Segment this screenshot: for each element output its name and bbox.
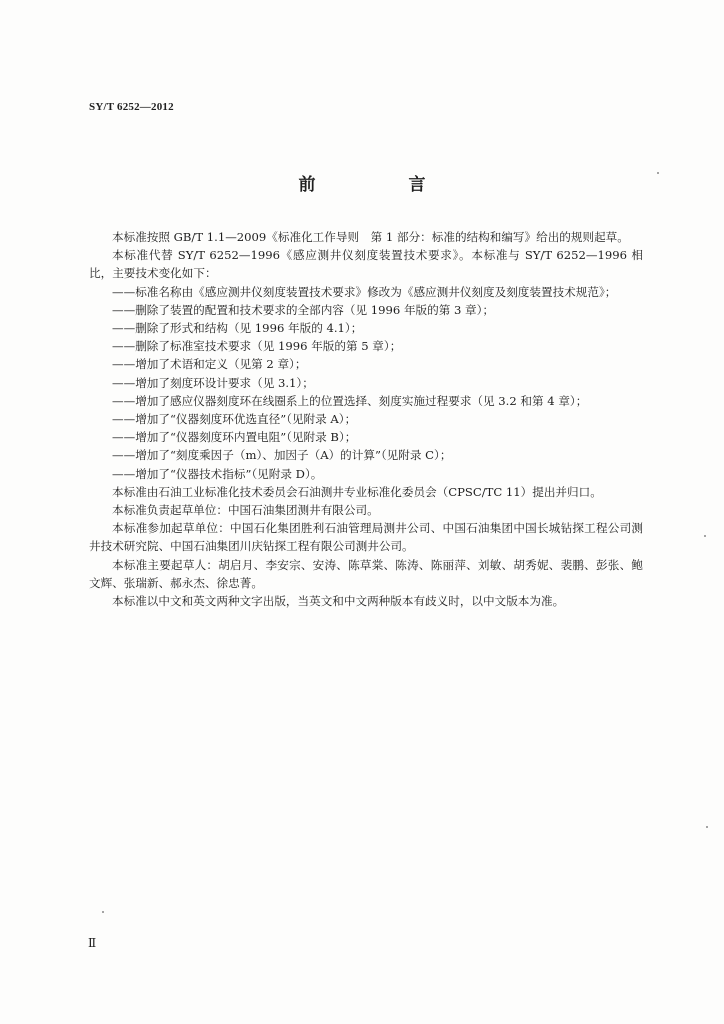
change-item: ——增加了“刻度乘因子（m）、加因子（A）的计算”（见附录 C）； [112, 448, 452, 463]
scan-speck [706, 826, 708, 828]
change-item: ——增加了“仪器刻度环内置电阻”（见附录 B）； [112, 430, 357, 445]
standard-number: SY/T 6252—2012 [89, 101, 174, 113]
page-title: 前 言 [298, 175, 464, 195]
paragraph-language-note: 本标准以中文和英文两种文字出版，当英文和中文两种版本有歧义时，以中文版本为准。 [112, 594, 565, 609]
page-number: Ⅱ [88, 936, 97, 950]
paragraph-participating-drafters: 本标准参加起草单位：中国石化集团胜利石油管理局测井公司、中国石油集团中国长城钻探工程公司测井技术研究院、中国石油集团川庆钻探工程有限公司测井公司。 [89, 521, 643, 554]
change-item: ——增加了“仪器刻度环优选直径”（见附录 A）； [112, 412, 357, 427]
paragraph-main-drafters: 本标准主要起草人：胡启月、李安宗、安涛、陈草棠、陈涛、陈丽萍、刘敏、胡秀妮、裴鹏、彭张、鲍文辉、张瑞新、郝永杰、徐忠菁。 [89, 557, 643, 590]
paragraph-lead-drafter: 本标准负责起草单位：中国石油集团测井有限公司。 [112, 503, 379, 518]
change-item: ——增加了感应仪器刻度环在线圈系上的位置选择、刻度实施过程要求（见 3.2 和第 4 章）； [112, 393, 588, 408]
paragraph-proposer: 本标准由石油工业标准化技术委员会石油测井专业标准化委员会（CPSC/TC 11）提出并归口。 [112, 484, 602, 499]
foreword-body [89, 228, 643, 610]
change-item: ——删除了标准室技术要求（见 1996 年版的第 5 章）； [112, 339, 402, 354]
change-item: ——删除了形式和结构（见 1996 年版的 4.1）； [112, 321, 363, 336]
change-item: ——增加了刻度环设计要求（见 3.1）； [112, 375, 314, 390]
scan-speck [657, 172, 659, 174]
change-item: ——增加了“仪器技术指标”（见附录 D）。 [112, 466, 323, 481]
change-item: ——增加了术语和定义（见第 2 章）； [112, 357, 307, 372]
paragraph-replaces: 本标准代替 SY/T 6252—1996《感应测井仪刻度装置技术要求》。本标准与 SY/T 6252—1996 相比，主要技术变化如下： [89, 248, 643, 281]
change-item: ——删除了装置的配置和技术要求的全部内容（见 1996 年版的第 3 章）； [112, 302, 495, 317]
change-item: ——标准名称由《感应测井仪刻度装置技术要求》修改为《感应测井仪刻度及刻度装置技术规范》； [112, 284, 617, 299]
scan-speck [704, 535, 706, 537]
paragraph-drafting-rules: 本标准按照 GB/T 1.1—2009《标准化工作导则 第 1 部分：标准的结构和编写》给出的规则起草。 [112, 230, 629, 244]
scan-speck [102, 911, 104, 913]
